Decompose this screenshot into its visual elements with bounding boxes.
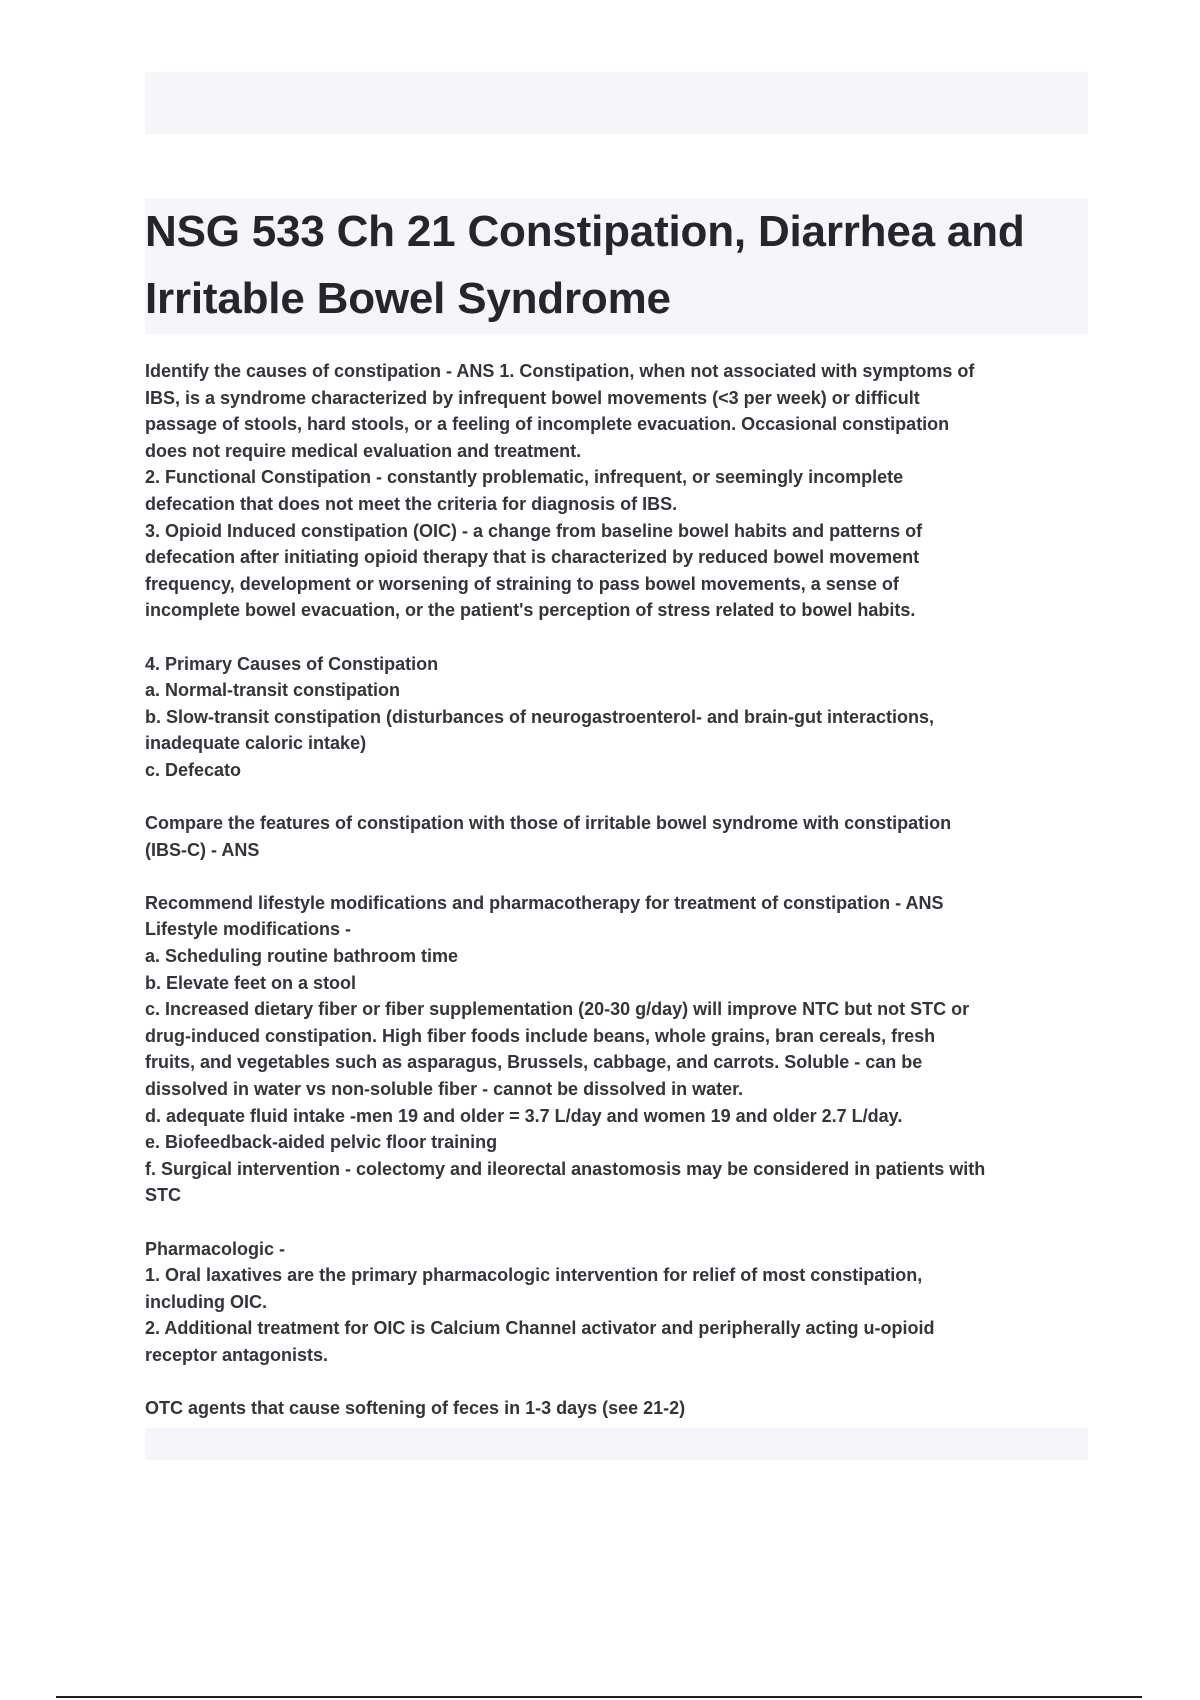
body-line: receptor antagonists. [145,1344,329,1365]
body-line: (IBS-C) - ANS [145,839,260,860]
body-line: IBS, is a syndrome characterized by infrequent bowel movements (<3 per week) or difficult [145,387,920,408]
paragraph-gap [145,863,1090,890]
body-line: 4. Primary Causes of Constipation [145,653,439,674]
body-line: Compare the features of constipation with those of irritable bowel syndrome with constipation [145,813,952,834]
body-line: 1. Oral laxatives are the primary pharmacologic intervention for relief of most constipation, [145,1265,923,1286]
body-line: d. adequate fluid intake -men 19 and older = 3.7 L/day and women 19 and older 2.7 L/day. [145,1105,903,1126]
body-line: a. Normal-transit constipation [145,680,401,701]
body-line: Pharmacologic - [145,1238,286,1259]
body-line: Recommend lifestyle modifications and pharmacotherapy for treatment of constipation - ANS [145,892,944,913]
body-line: defecation that does not meet the criteria for diagnosis of IBS. [145,493,678,514]
body-line: OTC agents that cause softening of feces in 1-3 days (see 21-2) [145,1398,686,1419]
title-block [145,198,1088,334]
body-line: b. Elevate feet on a stool [145,972,357,993]
body-line: c. Defecato [145,759,242,780]
body-line: drug-induced constipation. High fiber foods include beans, whole grains, bran cereals, fresh [145,1025,936,1046]
body-line: Lifestyle modifications - [145,919,352,940]
body-line: frequency, development or worsening of straining to pass bowel movements, a sense of [145,573,899,594]
body-line: 2. Functional Constipation - constantly problematic, infrequent, or seemingly incomplete [145,467,904,488]
body-line: defecation after initiating opioid therapy that is characterized by reduced bowel movement [145,547,920,568]
paragraph-gap [145,1369,1090,1396]
body-line: inadequate caloric intake) [145,733,367,754]
bottom-placeholder-band [145,1428,1088,1460]
body-line: including OIC. [145,1291,267,1312]
body-line: c. Increased dietary fiber or fiber supplementation (20-30 g/day) will improve NTC but not STC or [145,999,970,1020]
body-line: incomplete bowel evacuation, or the patient's perception of stress related to bowel habits. [145,600,916,621]
body-line: Identify the causes of constipation - ANS 1. Constipation, when not associated with symptoms of [145,361,975,381]
body-line: STC [145,1185,181,1206]
body-line: fruits, and vegetables such as asparagus, Brussels, cabbage, and carrots. Soluble - can be [145,1052,923,1073]
document-body [145,358,1090,1422]
body-line: does not require medical evaluation and treatment. [145,440,582,461]
paragraph-gap [145,1209,1090,1236]
body-line: 3. Opioid Induced constipation (OIC) - a change from baseline bowel habits and patterns of [145,520,923,541]
body-line: f. Surgical intervention - colectomy and ileorectal anastomosis may be considered in patients with [145,1158,986,1179]
body-line: e. Biofeedback-aided pelvic floor training [145,1132,498,1153]
footer-divider [56,1696,1142,1698]
body-line: dissolved in water vs non-soluble fiber - cannot be dissolved in water. [145,1079,744,1100]
body-line: b. Slow-transit constipation (disturbances of neurogastroenterol- and brain-gut interactions, [145,706,935,727]
top-placeholder-band [145,72,1088,134]
paragraph-gap [145,784,1090,811]
body-line: passage of stools, hard stools, or a feeling of incomplete evacuation. Occasional constipation [145,414,950,435]
page-title: NSG 533 Ch 21 Constipation, Diarrhea and Irritable Bowel Syndrome [145,207,1025,323]
paragraph-gap [145,624,1090,651]
body-line: 2. Additional treatment for OIC is Calcium Channel activator and peripherally acting u-opioid [145,1318,935,1339]
body-line: a. Scheduling routine bathroom time [145,946,459,967]
